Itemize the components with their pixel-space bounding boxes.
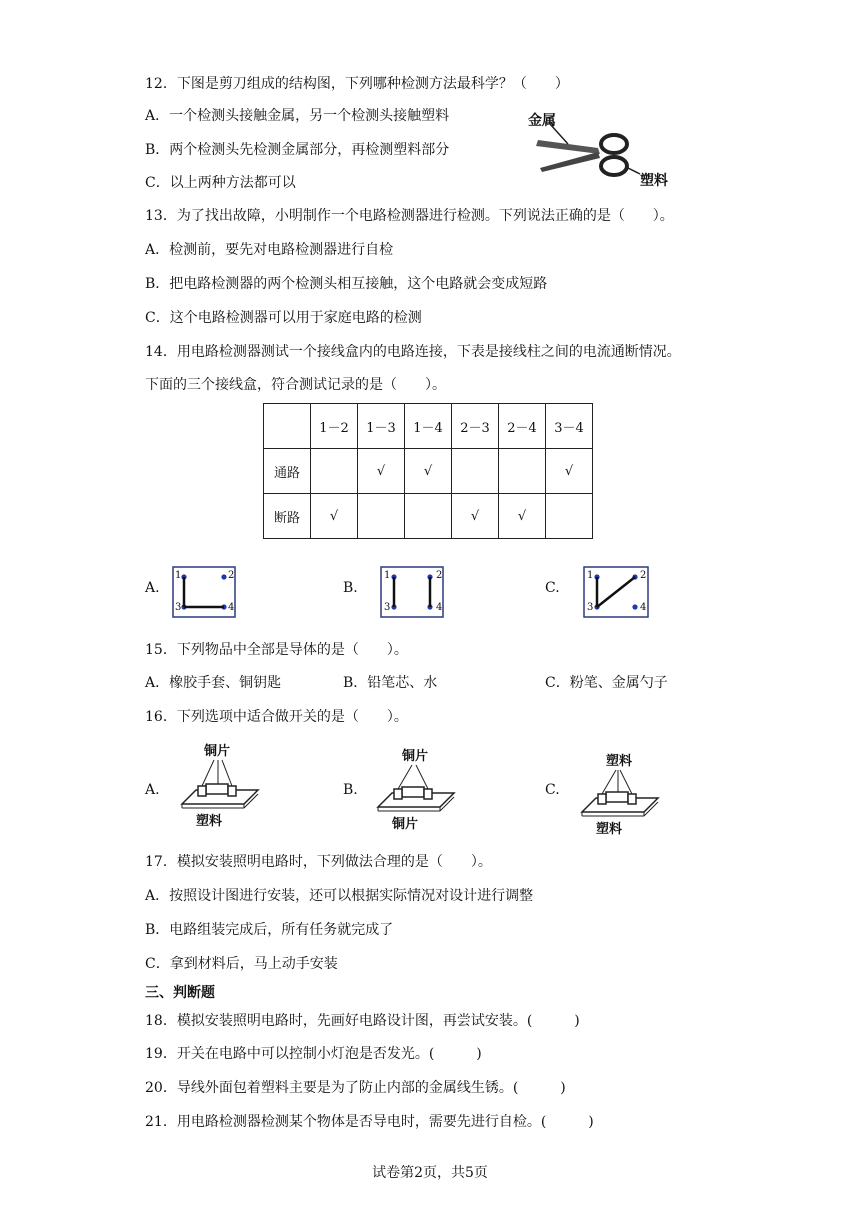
- table-cell: [452, 449, 499, 494]
- q15-option-b: B．铅笔芯、水: [343, 675, 438, 691]
- junction-box-a: [172, 566, 236, 618]
- q17-stem: 17．模拟安装照明电路时，下列做法合理的是（ ）。: [145, 854, 492, 870]
- q16-option-c-label: C.: [545, 782, 560, 798]
- q13-option-c: C．这个电路检测器可以用于家庭电路的检测: [145, 310, 422, 326]
- section-heading: 三、判断题: [145, 985, 215, 1001]
- q13-option-a: A．检测前，要先对电路检测器进行自检: [145, 242, 394, 258]
- switch-figure-b: [374, 745, 456, 833]
- q15-option-a: A．橡胶手套、铜钥匙: [145, 675, 282, 691]
- q14-option-a-label: A.: [145, 580, 160, 596]
- terminal-label: 2: [436, 570, 443, 581]
- q17-option-a: A．按照设计图进行安装，还可以根据实际情况对设计进行调整: [145, 888, 534, 904]
- table-cell: 2－4: [499, 404, 546, 449]
- table-cell: [405, 494, 452, 539]
- table-cell: √: [499, 494, 546, 539]
- q16-stem: 16．下列选项中适合做开关的是（ ）。: [145, 709, 408, 725]
- terminal-label: 2: [228, 570, 235, 581]
- table-cell: 2－3: [452, 404, 499, 449]
- junction-box-c: [583, 566, 649, 618]
- terminal-label: 1: [587, 570, 594, 581]
- q12-stem: 12．下图是剪刀组成的结构图，下列哪种检测方法最科学？（ ）: [145, 76, 569, 92]
- table-row: [264, 449, 593, 494]
- q20-statement: 20．导线外面包着塑料主要是为了防止内部的金属线生锈。( ): [145, 1080, 566, 1096]
- q19-statement: 19．开关在电路中可以控制小灯泡是否发光。( ): [145, 1046, 482, 1062]
- terminal-label: 3: [587, 602, 594, 613]
- switch-a-bottom-label: 塑料: [196, 814, 223, 829]
- switch-c-bottom-label: 塑料: [596, 822, 623, 837]
- q15-stem: 15．下列物品中全部是导体的是（ ）。: [145, 642, 408, 658]
- scissors-plastic-label: 塑料: [640, 173, 668, 189]
- table-cell: √: [405, 449, 452, 494]
- terminal-label: 2: [640, 570, 647, 581]
- table-cell: 3－4: [546, 404, 593, 449]
- table-cell: 1－4: [405, 404, 452, 449]
- table-cell: [311, 449, 358, 494]
- q14-stem-line1: 14．用电路检测器测试一个接线盒内的电路连接，下表是接线柱之间的电流通断情况。: [145, 344, 681, 360]
- q14-option-c-label: C.: [545, 580, 560, 596]
- junction-box-b: [380, 566, 444, 618]
- table-header-row: [264, 404, 593, 449]
- switch-a-top-label: 铜片: [204, 744, 231, 759]
- scissors-figure: [528, 110, 678, 192]
- terminal-label: 3: [175, 602, 182, 613]
- switch-b-top-label: 铜片: [402, 749, 429, 764]
- table-cell: 1－2: [311, 404, 358, 449]
- q12-option-b: B．两个检测头先检测金属部分，再检测塑料部分: [145, 142, 450, 158]
- terminal-label: 4: [640, 602, 647, 613]
- table-cell: √: [358, 449, 405, 494]
- q12-option-a: A．一个检测头接触金属，另一个检测头接触塑料: [145, 108, 450, 124]
- table-cell: √: [546, 449, 593, 494]
- q13-stem: 13．为了找出故障，小明制作一个电路检测器进行检测。下列说法正确的是（ ）。: [145, 208, 674, 224]
- q17-option-b: B．电路组装完成后，所有任务就完成了: [145, 922, 394, 938]
- table-cell: [546, 494, 593, 539]
- table-cell: √: [311, 494, 358, 539]
- q17-option-c: C．拿到材料后，马上动手安装: [145, 956, 338, 972]
- table-cell: 通路: [264, 449, 311, 494]
- table-cell: √: [452, 494, 499, 539]
- table-cell: [499, 449, 546, 494]
- q18-statement: 18．模拟安装照明电路时，先画好电路设计图，再尝试安装。( ): [145, 1013, 580, 1029]
- q16-option-a-label: A.: [145, 782, 160, 798]
- q14-option-b-label: B.: [343, 580, 358, 596]
- table-cell: 1－3: [358, 404, 405, 449]
- table-cell: 断路: [264, 494, 311, 539]
- continuity-table: [263, 403, 593, 539]
- switch-figure-a: [178, 740, 260, 830]
- scissors-metal-label: 金属: [528, 113, 556, 129]
- terminal-label: 1: [384, 570, 391, 581]
- switch-b-bottom-label: 铜片: [392, 817, 419, 832]
- switch-c-top-label: 塑料: [606, 754, 633, 769]
- terminal-label: 1: [175, 570, 182, 581]
- table-cell: [264, 404, 311, 449]
- page-footer: 试卷第2页，共5页: [372, 1165, 488, 1181]
- q16-option-b-label: B.: [343, 782, 358, 798]
- q12-option-c: C．以上两种方法都可以: [145, 175, 296, 191]
- table-cell: [358, 494, 405, 539]
- q14-stem-line2: 下面的三个接线盒，符合测试记录的是（ ）。: [145, 377, 446, 393]
- terminal-label: 4: [436, 602, 443, 613]
- switch-figure-c: [578, 750, 660, 838]
- q13-option-b: B．把电路检测器的两个检测头相互接触，这个电路就会变成短路: [145, 276, 548, 292]
- terminal-label: 3: [384, 602, 391, 613]
- q15-option-c: C．粉笔、金属勺子: [545, 675, 668, 691]
- terminal-label: 4: [228, 602, 235, 613]
- table-row: [264, 494, 593, 539]
- q21-statement: 21．用电路检测器检测某个物体是否导电时，需要先进行自检。( ): [145, 1114, 594, 1130]
